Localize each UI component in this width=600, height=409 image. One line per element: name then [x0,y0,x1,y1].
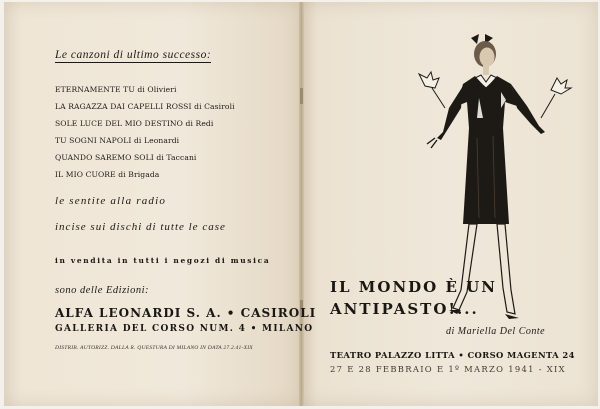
right-glove [551,78,571,94]
show-author: di Mariella Del Conte [446,326,546,337]
song-author: di Redi [185,119,214,128]
disc-line: incise sui dischi di tutte le case [55,221,226,233]
face [480,48,495,67]
left-leg [453,224,477,310]
song-title: QUANDO SAREMO SOLI [55,153,154,162]
song-author: di Brigada [118,170,160,179]
songs-heading: Le canzoni di ultimo successo: [55,49,212,61]
staple-top [300,88,303,104]
song-author: di Taccani [156,153,197,162]
publisher-name: ALFA LEONARDI S. A. • CASIROLI [55,306,317,320]
song-title: ETERNAMENTE TU [55,85,135,94]
show-dates: 27 E 28 FEBBRAIO E 1º MARZO 1941 - XIX [330,364,566,374]
song-author: di Casiroli [194,102,235,111]
show-title-line2: ANTIPASTO!... [330,300,479,318]
sale-line: in vendita in tutti i negozi di musica [55,256,271,265]
song-title: IL MIO CUORE [55,170,116,179]
spine-fold [299,2,304,406]
left-arm [437,86,463,140]
song-title: LA RAGAZZA DAI CAPELLI ROSSI [55,102,192,111]
song-item [55,85,177,94]
radio-line: le sentite alla radio [55,195,167,207]
left-glove [419,72,439,88]
publisher-address: GALLERIA DEL CORSO NUM. 4 • MILANO [55,324,314,334]
song-item [55,102,235,111]
editions-intro: sono delle Edizioni: [55,285,149,296]
authorization-note: DISTRIB. AUTORIZZ. DALLA R. QUESTURA DI MILANO IN DATA 27.2.41-XIX [55,345,253,351]
song-item [55,170,159,179]
right-forearm-line [541,94,555,118]
right-shoe [505,314,519,319]
right-arm [511,84,545,134]
neck [483,65,489,75]
venue-line: TEATRO PALAZZO LITTA • CORSO MAGENTA 24 [330,350,575,360]
song-item [55,136,179,145]
show-title-line1: IL MONDO È UN [330,278,497,296]
song-item [55,153,196,162]
song-author: di Olivieri [137,85,177,94]
song-title: SOLE LUCE DEL MIO DESTINO [55,119,183,128]
song-title: TU SOGNI NAPOLI [55,136,132,145]
skirt [463,128,509,224]
song-author: di Leonardi [133,136,180,145]
song-item [55,119,213,128]
right-leg [497,224,515,314]
left-hand [427,138,437,148]
left-forearm-line [432,88,445,108]
